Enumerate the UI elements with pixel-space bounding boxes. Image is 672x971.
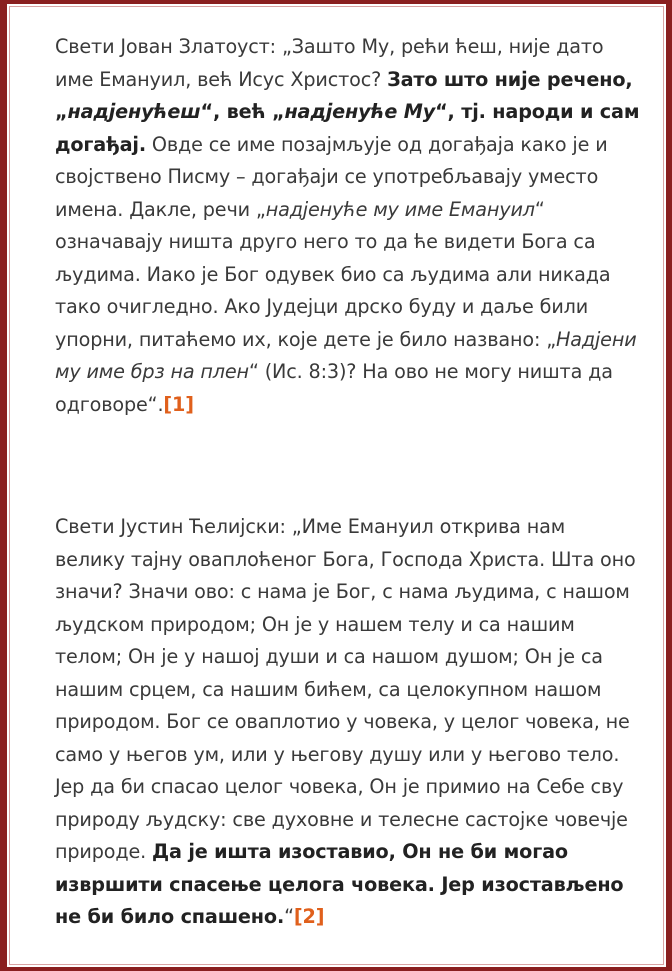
segment: “ означавају ништа друго него то да ће видети Бога са људима. Иако је Бог одувек био са људима али никада тако очигледно. Ако Јудејци дрско буду и даље били упорни, питаћемо их, које дете је било названо: „ <box>55 197 611 351</box>
emphasis-bold: “, већ „ <box>200 100 285 123</box>
emphasis-bold-italic: надјенућеш <box>67 100 201 123</box>
emphasis-bold-italic: надјенуће Му <box>284 100 436 123</box>
emphasis-italic: Надјени му име брз на плен <box>55 327 637 383</box>
quote-justin-celije <box>55 511 640 934</box>
segment: “ <box>284 905 294 928</box>
quote-chrysostom <box>55 31 640 421</box>
segment: Свети Јустин Ћелијски: „Име Емануил открива нам велику тајну оваплоћеног Бога, Господа Христа. Шта оно значи? Значи ово: с нама је Бог, с нама људима, с нашом људском природом; Он је у нашем телу и са нашим телом; Он је у нашој души и са нашом душом; Он је са нашим срцем, са нашим бићем, са целокупном нашом природом. Бог се оваплотио у човека, у целог човека, не само у његов ум, или у његову душу или у његово тело. Јер да би спасао целог човека, Он је примио на Себе сву природу људску: све духовне и телесне састојке човечје природе. <box>55 515 636 863</box>
emphasis-bold: “, тј. народи и сам догађај. <box>55 100 640 156</box>
footnote-link-1[interactable]: [1] <box>163 392 194 416</box>
footnote-link-2[interactable]: [2] <box>293 905 325 928</box>
emphasis-italic: надјенуће му име Емануил <box>265 197 535 221</box>
segment: “ (Ис. 8:3)? На ово не могу ништа да одговоре“. <box>55 360 613 416</box>
segment: Овде се име позајмљује од догађаја како је и својствено Писму – догађаји се употребљавају уместо имена. Дакле, речи „ <box>55 132 608 221</box>
segment: Свети Јован Златоуст: „Зашто Му, рећи ћеш, није дато име Емануил, већ Исус Христос? <box>55 35 604 91</box>
emphasis-bold: Да је ишта изоставио, Он не би могао извршити спасење целога човека. Јер изостављено не би било спашено. <box>55 840 624 928</box>
emphasis-bold: Зато што није речено, „ <box>55 67 633 123</box>
